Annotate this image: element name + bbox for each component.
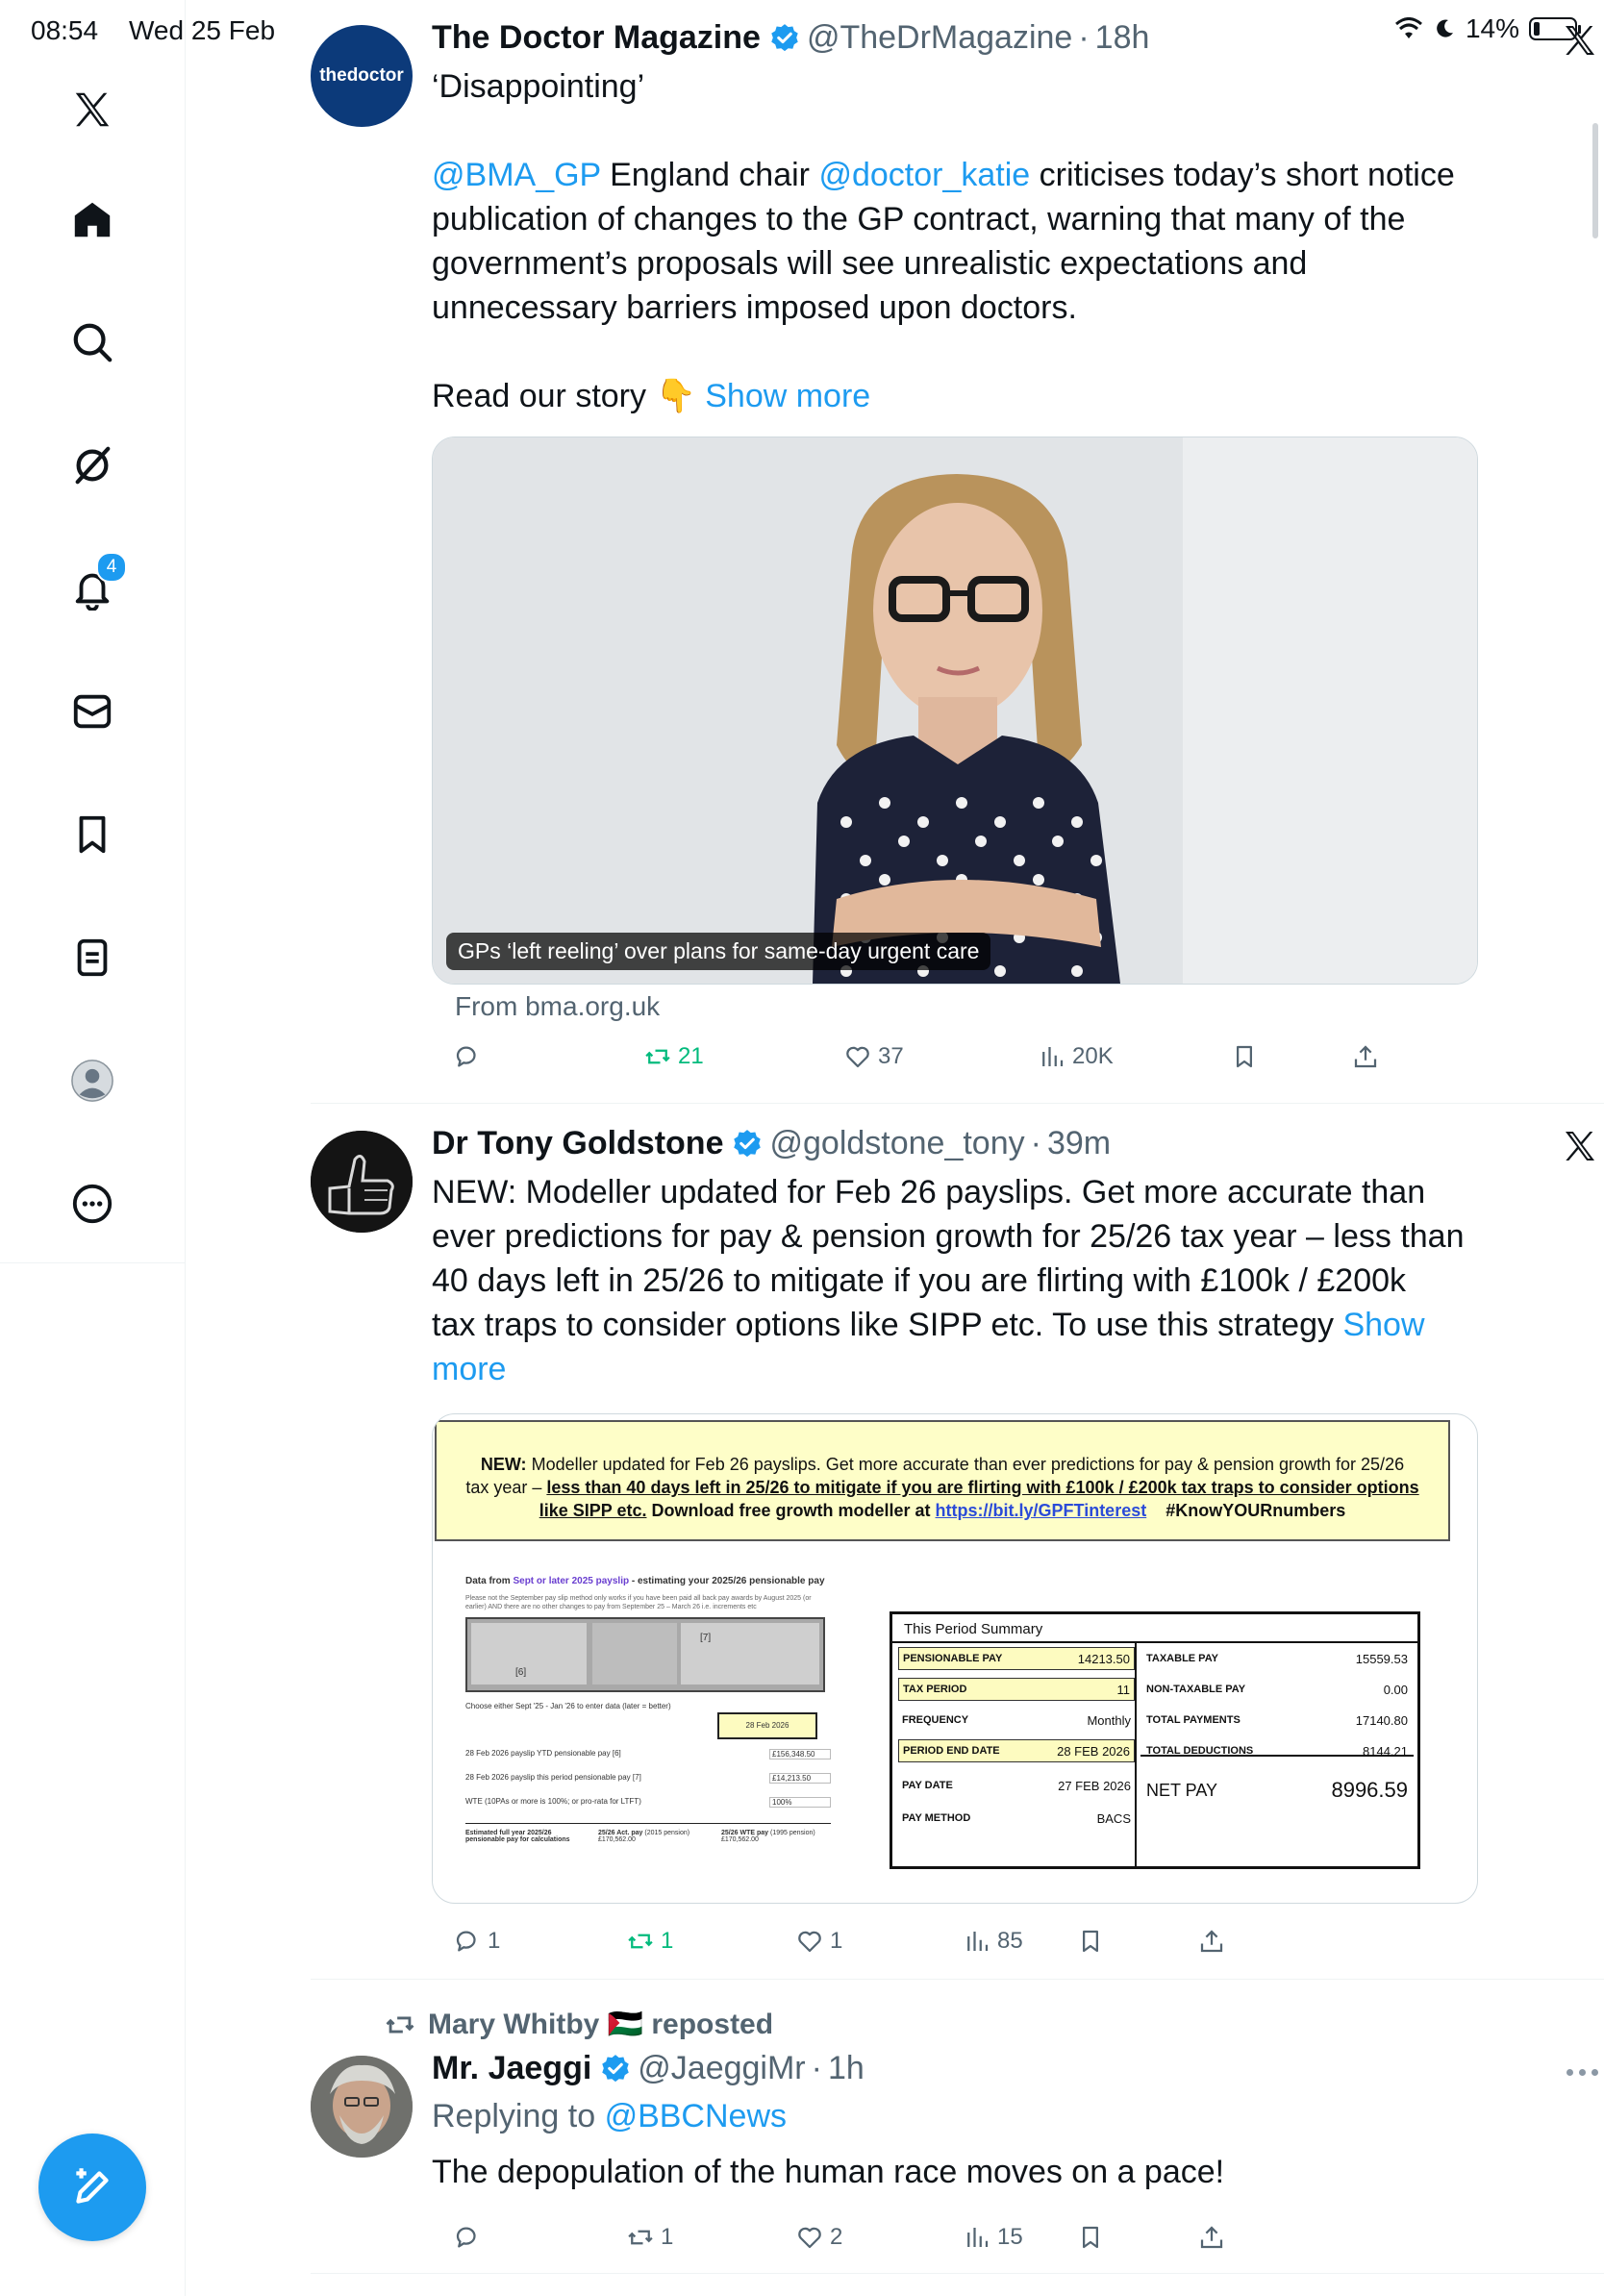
more-icon[interactable] xyxy=(63,1175,121,1233)
views-button[interactable] xyxy=(1038,1042,1114,1071)
summary-value: 0.00 xyxy=(1383,1682,1408,1697)
replying-to-handle[interactable]: @BBCNews xyxy=(604,2098,788,2134)
form-row-label: 28 Feb 2026 payslip this period pensionable pay [7] xyxy=(465,1773,641,1782)
status-date: Wed 25 Feb xyxy=(129,15,276,45)
form-title-part: - estimating your 2025/26 pensionable pay xyxy=(631,1576,825,1586)
share-button[interactable] xyxy=(1197,1927,1226,1956)
tweet-actions xyxy=(426,1927,1388,1969)
verified-badge-icon xyxy=(599,2053,632,2085)
form-row-label: 28 Feb 2026 payslip YTD pensionable pay [6] xyxy=(465,1749,621,1758)
form-row-value: 100% xyxy=(769,1797,831,1808)
author-handle[interactable]: @goldstone_tony xyxy=(769,1125,1025,1161)
battery-percent: 14% xyxy=(1465,13,1519,43)
dot xyxy=(1566,2069,1573,2076)
mention-link[interactable]: @doctor_katie xyxy=(818,157,1031,193)
dot xyxy=(1579,2069,1586,2076)
form-footer-note: (2015 pension) xyxy=(644,1830,690,1836)
scan-block xyxy=(471,1623,587,1685)
reply-icon xyxy=(453,1042,482,1071)
card-caption: GPs ‘left reeling’ over plans for same-day urgent care xyxy=(446,933,990,970)
form-row xyxy=(465,1749,831,1759)
share-icon xyxy=(1197,1927,1226,1956)
summary-value: Monthly xyxy=(1087,1712,1131,1728)
text-line: 40 days left in 25/26 to mitigate if you are flirting with £100k / £200k xyxy=(432,1262,1407,1299)
grok-icon[interactable] xyxy=(63,437,121,494)
form-footer-head: 25/26 Act. pay xyxy=(598,1830,643,1836)
dot-separator: · xyxy=(1078,19,1090,56)
form-row-label: WTE (10PAs or more is 100%; or pro-rata for LTFT) xyxy=(465,1797,641,1806)
profile-avatar-icon[interactable] xyxy=(63,1052,121,1110)
summary-row xyxy=(898,1774,1135,1797)
scrollbar[interactable] xyxy=(1592,123,1598,238)
views-count: 85 xyxy=(997,1928,1023,1954)
form-footer-head: 25/26 WTE pay xyxy=(721,1830,769,1836)
share-button[interactable] xyxy=(1197,2223,1226,2252)
date-select: 28 Feb 2026 xyxy=(717,1712,817,1739)
x-logo-icon xyxy=(1561,1127,1599,1165)
tweet-header xyxy=(432,2050,865,2087)
like-count: 1 xyxy=(830,1928,843,1954)
card-source[interactable]: From bma.org.uk xyxy=(455,991,661,1021)
tweet-time[interactable]: 18h xyxy=(1094,19,1150,56)
text-line: government’s proposals will see unrealistic expectations and xyxy=(432,245,1308,282)
summary-value: BACS xyxy=(1096,1810,1131,1826)
sidebar-divider xyxy=(0,1262,185,1263)
views-button[interactable] xyxy=(963,1927,1023,1956)
author-name[interactable]: Mr. Jaeggi xyxy=(432,2050,592,2086)
views-icon xyxy=(963,2223,991,2252)
timeline[interactable] xyxy=(186,0,1604,2296)
pension-form xyxy=(465,1576,831,1843)
repost-context[interactable] xyxy=(384,2008,773,2041)
tweet-tony-goldstone[interactable] xyxy=(311,1104,1604,1979)
notifications-icon[interactable] xyxy=(63,557,121,617)
views-icon xyxy=(963,1927,991,1956)
author-handle[interactable]: @TheDrMagazine xyxy=(806,19,1073,56)
tweet-text xyxy=(432,64,1480,418)
messages-icon[interactable] xyxy=(63,683,121,740)
form-row-value: £14,213.50 xyxy=(769,1773,831,1784)
repost-button[interactable] xyxy=(626,2223,673,2252)
heart-icon xyxy=(795,1927,824,1956)
show-more-link[interactable]: more xyxy=(432,1351,507,1387)
like-button[interactable] xyxy=(795,2223,842,2252)
text-span: criticises today’s short notice xyxy=(1039,157,1455,193)
reply-icon xyxy=(453,2223,482,2252)
status-time: 08:54 xyxy=(31,15,99,45)
summary-label: TOTAL PAYMENTS xyxy=(1146,1714,1241,1726)
author-name[interactable]: The Doctor Magazine xyxy=(432,19,761,56)
text-span: Read our story 👇 xyxy=(432,378,696,414)
share-icon xyxy=(1197,2223,1226,2252)
text-line xyxy=(432,153,1480,197)
summary-row-right xyxy=(1140,1678,1414,1701)
summary-label: TOTAL DEDUCTIONS xyxy=(1146,1745,1254,1757)
banner-line: Modeller updated for Feb 26 payslips. Get more accurate than ever predictions for pay & pension growth for 25/26 xyxy=(531,1455,1405,1474)
home-icon[interactable] xyxy=(63,191,121,249)
summary-value: 15559.53 xyxy=(1355,1651,1408,1666)
summary-label: TAXABLE PAY xyxy=(1146,1653,1218,1664)
summary-title: This Period Summary xyxy=(892,1614,1417,1643)
x-logo-icon[interactable] xyxy=(63,81,121,138)
like-button[interactable] xyxy=(795,1927,842,1956)
heart-icon xyxy=(795,2223,824,2252)
reply-button[interactable] xyxy=(453,1927,500,1956)
tweet-text xyxy=(432,1170,1499,1391)
reply-button[interactable] xyxy=(453,1042,488,1071)
form-choose: Choose either Sept '25 - Jan '26 to enter data (later = better) xyxy=(465,1702,671,1710)
sidebar xyxy=(0,0,186,2296)
marker-7: [7] xyxy=(700,1633,712,1643)
repost-icon xyxy=(626,1927,655,1956)
summary-value: 28 FEB 2026 xyxy=(1057,1743,1130,1759)
text-span: England chair xyxy=(610,157,810,193)
repost-button[interactable] xyxy=(643,1042,704,1071)
repost-label: Mary Whitby 🇵🇸 reposted xyxy=(428,2009,774,2040)
repost-count: 1 xyxy=(661,1928,674,1954)
author-handle[interactable]: @JaeggiMr xyxy=(638,2050,806,2086)
avatar[interactable] xyxy=(311,25,413,127)
x-logo-icon xyxy=(1561,21,1599,60)
summary-label: PAY METHOD xyxy=(902,1812,971,1824)
repost-count: 21 xyxy=(678,1043,704,1069)
summary-label: PENSIONABLE PAY xyxy=(903,1653,1003,1664)
tweet-mr-jaeggi[interactable] xyxy=(311,1981,1604,2269)
blank-line xyxy=(432,330,1480,374)
bookmark-icon xyxy=(1076,2223,1105,2252)
summary-label: NON-TAXABLE PAY xyxy=(1146,1684,1246,1695)
reply-button[interactable] xyxy=(453,2223,488,2252)
form-footer-value: £170,562.00 xyxy=(721,1836,759,1843)
avatar[interactable] xyxy=(311,2056,413,2158)
avatar[interactable] xyxy=(311,1131,413,1233)
verified-badge-icon xyxy=(731,1128,764,1160)
repost-icon xyxy=(643,1042,672,1071)
dot-separator: · xyxy=(811,2050,822,2086)
repost-count: 1 xyxy=(661,2224,674,2250)
replying-to xyxy=(432,2094,1480,2138)
scan-block xyxy=(592,1623,677,1685)
banner-line: tax year – xyxy=(465,1478,542,1497)
more-options-button[interactable] xyxy=(1566,2069,1598,2076)
search-icon[interactable] xyxy=(63,313,121,371)
summary-row xyxy=(898,1678,1135,1701)
summary-col-divider xyxy=(1135,1643,1137,1866)
payslip-scan xyxy=(465,1617,825,1692)
repost-icon xyxy=(626,2223,655,2252)
summary-label: PERIOD END DATE xyxy=(903,1745,1000,1757)
author-name[interactable]: Dr Tony Goldstone xyxy=(432,1125,724,1161)
summary-value: 17140.80 xyxy=(1355,1712,1408,1728)
tweet-actions xyxy=(426,2223,1388,2265)
tweet-divider xyxy=(311,1979,1604,1980)
form-row xyxy=(465,1773,831,1784)
share-icon xyxy=(1351,1042,1380,1071)
summary-label: NET PAY xyxy=(1146,1780,1218,1800)
tweet-header xyxy=(432,1125,1111,1162)
marker-6: [6] xyxy=(515,1667,527,1678)
bookmarks-icon[interactable] xyxy=(63,806,121,863)
summary-value: 8996.59 xyxy=(1331,1778,1408,1802)
text-span: tax traps to consider options like SIPP etc. To use this strategy xyxy=(432,1307,1335,1343)
banner-line-bold: Download free growth modeller at xyxy=(651,1501,931,1520)
banner-line-bold: less than 40 days left in 25/26 to mitigate if you are flirting with £100k / £200k tax traps to consider options xyxy=(546,1478,1419,1497)
repost-icon xyxy=(384,2009,416,2041)
views-count: 20K xyxy=(1072,1043,1114,1069)
dot xyxy=(1591,2069,1598,2076)
tweet-header xyxy=(432,19,1149,57)
form-footer-label: Estimated full year 2025/26 pensionable pay for calculations xyxy=(465,1830,570,1843)
text-line xyxy=(432,1303,1499,1347)
banner-link: https://bit.ly/GPFTinterest xyxy=(935,1501,1147,1520)
show-more-link[interactable]: Show xyxy=(1342,1307,1425,1343)
text-line: ever predictions for pay & pension growth for 25/26 tax year – less than xyxy=(432,1218,1465,1255)
bookmark-button[interactable] xyxy=(1076,2223,1105,2252)
form-title xyxy=(465,1576,831,1586)
text-line: publication of changes to the GP contract, warning that many of the xyxy=(432,201,1406,237)
summary-row-right xyxy=(1140,1709,1414,1732)
replying-to-label: Replying to xyxy=(432,2098,596,2134)
period-summary-table xyxy=(890,1611,1420,1869)
summary-label: TAX PERIOD xyxy=(903,1684,967,1695)
payslip-image[interactable] xyxy=(432,1413,1478,1904)
summary-row xyxy=(898,1647,1135,1670)
views-button[interactable] xyxy=(963,2223,1023,2252)
repost-button[interactable] xyxy=(626,1927,673,1956)
tweet-time[interactable]: 1h xyxy=(827,2050,865,2086)
summary-value: 14213.50 xyxy=(1077,1651,1130,1666)
compose-icon xyxy=(68,2163,116,2211)
show-more-link[interactable]: Show more xyxy=(705,378,871,414)
views-icon xyxy=(1038,1042,1066,1071)
dot-separator: · xyxy=(1030,1125,1041,1161)
avatar-text: thedoctor xyxy=(319,65,404,86)
form-row-value: £156,348.50 xyxy=(769,1749,831,1759)
bookmark-button[interactable] xyxy=(1076,1927,1105,1956)
card-photo xyxy=(433,437,1477,984)
bookmark-button[interactable] xyxy=(1230,1042,1259,1071)
text-line: ‘Disappointing’ xyxy=(432,68,645,105)
avatar-photo xyxy=(311,2056,413,2158)
form-title-part: Sept or later 2025 payslip xyxy=(513,1576,630,1586)
summary-row-right xyxy=(1140,1647,1414,1670)
summary-row xyxy=(898,1807,1135,1830)
heart-icon xyxy=(843,1042,872,1071)
form-footer xyxy=(465,1823,831,1843)
summary-value: 27 FEB 2026 xyxy=(1058,1778,1131,1793)
like-count: 37 xyxy=(878,1043,904,1069)
views-count: 15 xyxy=(997,2224,1023,2250)
summary-label: PAY DATE xyxy=(902,1780,953,1791)
share-button[interactable] xyxy=(1351,1042,1380,1071)
form-footer-value: £170,562.00 xyxy=(598,1836,636,1843)
banner-new: NEW: xyxy=(480,1455,527,1474)
tweet-time[interactable]: 39m xyxy=(1046,1125,1112,1161)
text-line: unnecessary barriers imposed upon doctors. xyxy=(432,289,1077,326)
tweet-doctor-magazine[interactable] xyxy=(311,15,1604,1102)
compose-button[interactable] xyxy=(38,2134,146,2241)
modeller-banner xyxy=(435,1420,1450,1541)
banner-line-bold: like SIPP etc. xyxy=(539,1501,647,1520)
form-footer-note: (1995 pension) xyxy=(769,1830,815,1836)
summary-value: 11 xyxy=(1116,1682,1130,1697)
tweet-text: The depopulation of the human race moves on a pace! xyxy=(432,2154,1225,2190)
summary-row xyxy=(898,1739,1135,1762)
banner-hashtag: #KnowYOURnumbers xyxy=(1165,1501,1346,1520)
tweet-actions xyxy=(426,1042,1388,1085)
bookmark-icon xyxy=(1076,1927,1105,1956)
link-card-image[interactable] xyxy=(432,437,1478,985)
blank-line xyxy=(432,109,1480,153)
summary-value: 8144.21 xyxy=(1363,1743,1408,1759)
lists-icon[interactable] xyxy=(63,929,121,986)
text-line: NEW: Modeller updated for Feb 26 payslips. Get more accurate than xyxy=(432,1174,1426,1210)
tweet-divider xyxy=(311,2273,1604,2274)
reply-count: 1 xyxy=(488,1928,501,1954)
form-note: Please not the September pay slip method only works if you have been paid all back pay awards by August 2025 (or earlier) AND there are no other changes to pay from September 25 – March 26 i.e. increments etc xyxy=(465,1595,812,1610)
reply-icon xyxy=(453,1927,482,1956)
summary-row-right xyxy=(1140,1755,1414,1824)
summary-label: FREQUENCY xyxy=(902,1714,969,1726)
form-row xyxy=(465,1797,831,1808)
skeleton-thumbs-up-avatar xyxy=(311,1131,413,1233)
bookmark-icon xyxy=(1230,1042,1259,1071)
like-button[interactable] xyxy=(843,1042,904,1071)
verified-badge-icon xyxy=(768,22,801,55)
mention-link[interactable]: @BMA_GP xyxy=(432,157,601,193)
text-line xyxy=(432,374,1480,418)
notifications-badge: 4 xyxy=(96,552,127,583)
like-count: 2 xyxy=(830,2224,843,2250)
summary-row xyxy=(898,1709,1135,1732)
form-title-part: Data from xyxy=(465,1576,511,1586)
